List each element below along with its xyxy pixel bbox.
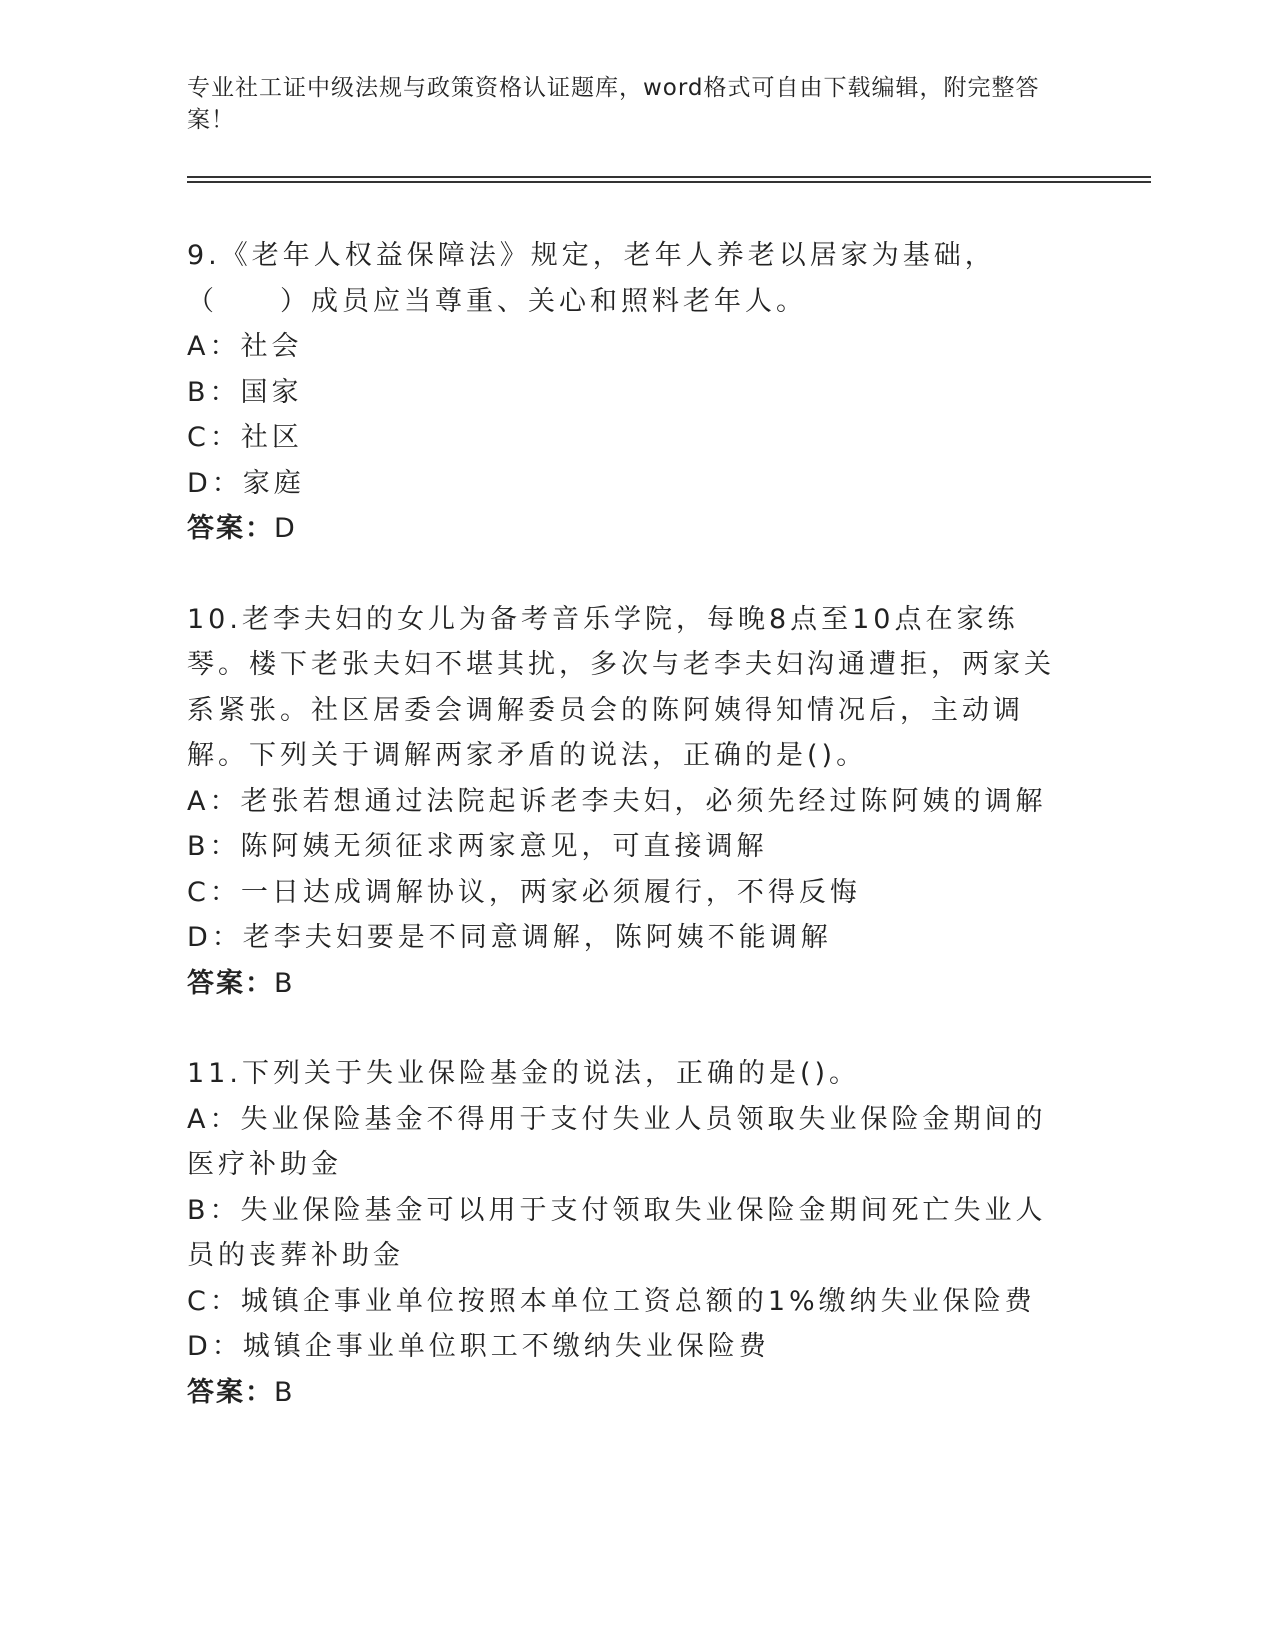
header-divider-top <box>187 176 1151 178</box>
question-11 <box>187 1051 1067 1415</box>
answer-line <box>187 961 1067 1007</box>
option-d: D：家庭 <box>187 467 305 499</box>
question-text: 11.下列关于失业保险基金的说法，正确的是()。 <box>187 1058 861 1089</box>
question-10 <box>187 597 1067 1007</box>
option-c: C：社区 <box>187 422 303 453</box>
document-header: 专业社工证中级法规与政策资格认证题库，word格式可自由下载编辑，附完整答案！ <box>187 75 1040 133</box>
question-9 <box>187 233 1067 552</box>
question-list <box>187 233 1067 1460</box>
question-text: 10.老李夫妇的女儿为备考音乐学院，每晚8点至10点在家练琴。楼下老张夫妇不堪其扰，多次与老李夫妇沟通遭拒，两家关系紧张。社区居委会调解委员会的陈阿姨得知情况后，主动调解。下列关于调解两家矛盾的说法，正确的是()。 <box>187 603 1055 771</box>
option-c: C：一日达成调解协议，两家必须履行，不得反悔 <box>187 876 861 908</box>
answer-value: D <box>274 513 297 544</box>
option-b: B：陈阿姨无须征求两家意见，可直接调解 <box>187 831 768 862</box>
option-b: B：失业保险基金可以用于支付领取失业保险金期间死亡失业人员的丧葬补助金 <box>187 1194 1047 1271</box>
answer-label: 答案： <box>187 513 274 544</box>
option-c: C：城镇企事业单位按照本单位工资总额的1%缴纳失业保险费 <box>187 1285 1036 1317</box>
answer-line <box>187 1370 1067 1416</box>
option-a: A：社会 <box>187 331 303 362</box>
question-text: 9.《老年人权益保障法》规定，老年人养老以居家为基础，（ ）成员应当尊重、关心和照料老年人。 <box>187 240 996 317</box>
answer-value: B <box>274 1376 295 1408</box>
option-d: D：老李夫妇要是不同意调解，陈阿姨不能调解 <box>187 922 832 953</box>
option-a: A：老张若想通过法院起诉老李夫妇，必须先经过陈阿姨的调解 <box>187 785 1047 817</box>
answer-label: 答案： <box>187 1376 274 1408</box>
answer-label: 答案： <box>187 967 274 999</box>
answer-value: B <box>274 967 295 999</box>
header-divider-bottom <box>187 181 1151 183</box>
option-a: A：失业保险基金不得用于支付失业人员领取失业保险金期间的医疗补助金 <box>187 1103 1047 1180</box>
option-d: D：城镇企事业单位职工不缴纳失业保险费 <box>187 1331 770 1362</box>
answer-line <box>187 506 1067 552</box>
option-b: B：国家 <box>187 376 303 408</box>
